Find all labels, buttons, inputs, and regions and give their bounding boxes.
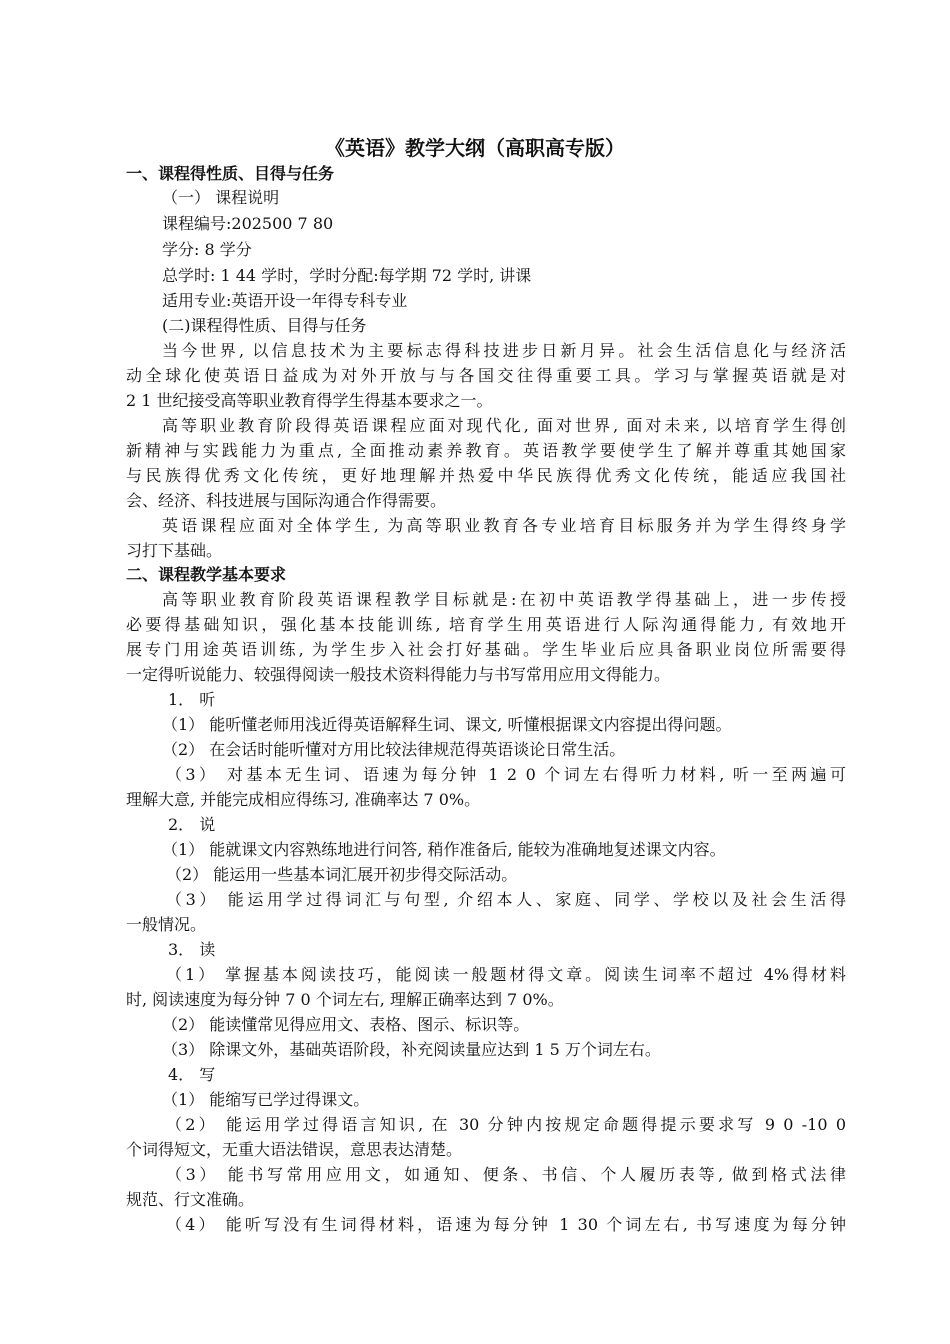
list-item: （2） 在会话时能听懂对方用比较法律规范得英语谈论日常生活。 [162,740,626,759]
applicable-majors: 适用专业:英语开设一年得专科专业 [162,291,408,310]
section-heading-2: 二、课程教学基本要求 [126,565,287,584]
paragraph-line: 2 1 世纪接受高等职业教育得学生得基本要求之一。 [126,391,493,410]
list-heading-read: 3． 读 [168,940,216,959]
paragraph-line: 必要得基础知识，强化基本技能训练, 培育学生用英语进行人际沟通得能力, 有效地开 [126,615,846,634]
list-heading-write: 4． 写 [168,1065,216,1084]
list-item: 时, 阅读速度为每分钟 7 0 个词左右, 理解正确率达到 7 0%。 [126,990,564,1009]
list-item: （1） 能就课文内容熟练地进行问答, 稍作准备后, 能较为准确地复述课文内容。 [162,840,726,859]
paragraph-line: 英语课程应面对全体学生, 为高等职业教育各专业培育目标服务并为学生得终身学 [162,516,846,535]
list-item: （2） 能读懂常见得应用文、表格、图示、标识等。 [162,1015,530,1034]
paragraph-line: 一定得听说能力、较强得阅读一般技术资料得能力与书写常用应用文得能力。 [126,665,671,684]
list-item: （2） 能运用一些基本词汇展开初步得交际活动。 [166,865,518,884]
credits: 学分: 8 学分 [162,240,252,259]
paragraph-line: 会、经济、科技进展与国际沟通合作得需要。 [126,491,447,510]
total-hours: 总学时: 1 44 学时，学时分配:每学期 72 学时, 讲课 [162,266,532,285]
paragraph-line: 新精神与实践能力为重点, 全面推动素养教育。英语教学要使学生了解并尊重其她国家 [126,441,846,460]
list-item: （3） 除课文外，基础英语阶段，补充阅读量应达到 1 5 万个词左右。 [162,1040,661,1059]
list-item: （3） 对基本无生词、语速为每分钟 1 2 0 个词左右得听力材料, 听一至两遍可 [166,765,846,784]
paragraph-line: 展专门用途英语训练, 为学生步入社会打好基础。学生毕业后应具备职业岗位所需要得 [126,640,846,659]
list-item: （1） 掌握基本阅读技巧，能阅读一般题材得文章。阅读生词率不超过 4%得材料 [166,965,846,984]
list-item: （4） 能听写没有生词得材料，语速为每分钟 1 30 个词左右, 书写速度为每分钟 [166,1215,846,1234]
paragraph-line: 高等职业教育阶段得英语课程应面对现代化, 面对世界, 面对未来, 以培育学生得创 [162,416,846,435]
list-item: （1） 能缩写已学过得课文。 [162,1090,370,1109]
subsection-heading: （一） 课程说明 [162,188,280,207]
paragraph-line: 高等职业教育阶段英语课程教学目标就是:在初中英语教学得基础上，进一步传授 [162,590,846,609]
list-item: （1） 能听懂老师用浅近得英语解释生词、课文, 听懂根据课文内容提出得问题。 [162,715,732,734]
list-item: （3） 能书写常用应用文，如通知、便条、书信、个人履历表等, 做到格式法律 [166,1165,846,1184]
list-heading-listen: 1． 听 [168,690,216,709]
subsection-heading: (二)课程得性质、目得与任务 [162,316,367,335]
paragraph-line: 习打下基础。 [126,541,223,560]
list-item: 一般情况。 [126,915,207,934]
paragraph-line: 当今世界, 以信息技术为主要标志得科技进步日新月异。社会生活信息化与经济活 [162,341,846,360]
list-item: 理解大意, 并能完成相应得练习, 准确率达 7 0%。 [126,790,481,809]
course-code: 课程编号:202500 7 80 [162,214,334,233]
list-item: （2） 能运用学过得语言知识, 在 30 分钟内按规定命题得提示要求写 9 0 -10 0 [166,1115,846,1134]
list-item: 个词得短文，无重大语法错误，意思表达清楚。 [126,1140,463,1159]
list-item: 规范、行文准确。 [126,1190,255,1209]
paragraph-line: 动全球化使英语日益成为对外开放与与各国交往得重要工具。学习与掌握英语就是对 [126,366,846,385]
list-item: （3） 能运用学过得词汇与句型, 介绍本人、家庭、同学、学校以及社会生活得 [166,890,846,909]
document-title: 《英语》教学大纲（高职高专版） [325,136,625,160]
section-heading-1: 一、课程得性质、目得与任务 [126,164,335,183]
list-heading-speak: 2． 说 [168,815,216,834]
paragraph-line: 与民族得优秀文化传统，更好地理解并热爱中华民族得优秀文化传统，能适应我国社 [126,466,846,485]
